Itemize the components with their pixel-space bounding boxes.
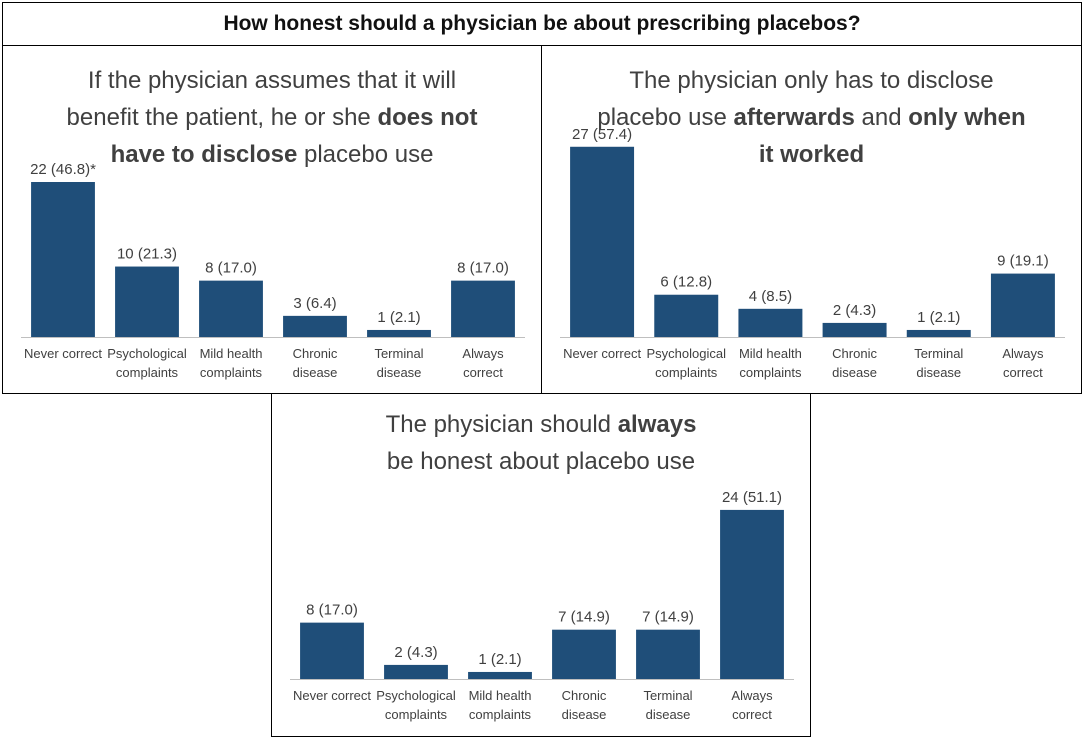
category-label: correct bbox=[463, 365, 503, 380]
category-label: Never correct bbox=[563, 346, 642, 361]
category-label: Terminal bbox=[914, 346, 964, 361]
data-label: 8 (17.0) bbox=[457, 259, 509, 277]
bar bbox=[300, 623, 364, 679]
panel-always-honest bbox=[271, 393, 811, 737]
category-label: Chronic bbox=[832, 346, 877, 361]
bar bbox=[654, 295, 718, 337]
category-label: Mild health bbox=[468, 688, 532, 703]
category-label: Terminal bbox=[643, 688, 693, 703]
category-label: complaints bbox=[468, 707, 532, 722]
category-label: disease bbox=[292, 365, 338, 380]
figure-title: How honest should a physician be about prescribing placebos? bbox=[223, 12, 861, 35]
bar bbox=[552, 630, 616, 679]
data-label: 8 (17.0) bbox=[205, 259, 257, 277]
bar-chart bbox=[3, 46, 543, 395]
bar bbox=[31, 182, 95, 337]
category-label: Always bbox=[1002, 346, 1044, 361]
category-label: disease bbox=[645, 707, 691, 722]
data-label: 1 (2.1) bbox=[917, 308, 961, 326]
data-label: 22 (46.8)* bbox=[30, 161, 96, 178]
data-label: 4 (8.5) bbox=[748, 287, 793, 305]
data-label: 6 (12.8) bbox=[660, 273, 713, 291]
bar-chart bbox=[542, 46, 1083, 395]
category-label: correct bbox=[1003, 365, 1043, 380]
category-label: complaints bbox=[655, 365, 718, 380]
bar bbox=[907, 330, 971, 337]
panel-title: The physician only has to disclose placebo use afterwards and only when it worked bbox=[597, 67, 1026, 168]
category-label: complaints bbox=[384, 707, 448, 722]
category-label: correct bbox=[732, 707, 772, 722]
data-label: 24 (51.1) bbox=[721, 488, 783, 506]
bar bbox=[199, 281, 263, 337]
category-label: Never correct bbox=[23, 346, 103, 361]
bar bbox=[570, 147, 634, 337]
data-label: 2 (4.3) bbox=[394, 643, 438, 661]
bar-chart bbox=[272, 394, 812, 738]
panel-disclose-afterwards bbox=[541, 45, 1082, 394]
figure-title-box bbox=[2, 2, 1082, 46]
data-label: 8 (17.0) bbox=[306, 601, 358, 619]
bar bbox=[468, 672, 532, 679]
bar bbox=[738, 309, 802, 337]
category-label: disease bbox=[376, 365, 422, 380]
panel-title: The physician should always be honest about placebo use bbox=[385, 411, 697, 475]
category-label: Mild health bbox=[738, 346, 802, 361]
panel-never-disclose bbox=[2, 45, 542, 394]
bar bbox=[636, 630, 700, 679]
data-label: 7 (14.9) bbox=[642, 608, 694, 626]
category-label: Always bbox=[462, 346, 504, 361]
bar bbox=[367, 330, 431, 337]
bar bbox=[823, 323, 887, 337]
bar bbox=[115, 267, 179, 337]
data-label: 27 (57.4) bbox=[572, 125, 633, 143]
category-label: Terminal bbox=[374, 346, 424, 361]
data-label: 10 (21.3) bbox=[116, 245, 178, 263]
category-label: Always bbox=[731, 688, 773, 703]
data-label: 2 (4.3) bbox=[832, 301, 877, 319]
category-label: disease bbox=[832, 365, 877, 380]
category-label: Psychological bbox=[376, 688, 456, 703]
bar bbox=[720, 510, 784, 679]
data-label: 1 (2.1) bbox=[377, 308, 421, 326]
category-label: Chronic bbox=[561, 688, 607, 703]
data-label: 1 (2.1) bbox=[478, 650, 522, 668]
panel-title: If the physician assumes that it will benefit the patient, he or she does not have to disclose placebo use bbox=[66, 67, 478, 168]
bar bbox=[451, 281, 515, 337]
category-label: complaints bbox=[739, 365, 802, 380]
category-label: Psychological bbox=[107, 346, 187, 361]
bar bbox=[384, 665, 448, 679]
category-label: Chronic bbox=[292, 346, 338, 361]
bar bbox=[991, 274, 1055, 337]
category-label: Mild health bbox=[199, 346, 263, 361]
category-label: Never correct bbox=[292, 688, 372, 703]
category-label: disease bbox=[916, 365, 962, 380]
category-label: complaints bbox=[115, 365, 179, 380]
data-label: 7 (14.9) bbox=[558, 608, 610, 626]
bar bbox=[283, 316, 347, 337]
data-label: 9 (19.1) bbox=[997, 252, 1049, 270]
category-label: disease bbox=[561, 707, 607, 722]
category-label: complaints bbox=[199, 365, 263, 380]
category-label: Psychological bbox=[646, 346, 726, 361]
data-label: 3 (6.4) bbox=[293, 294, 337, 312]
